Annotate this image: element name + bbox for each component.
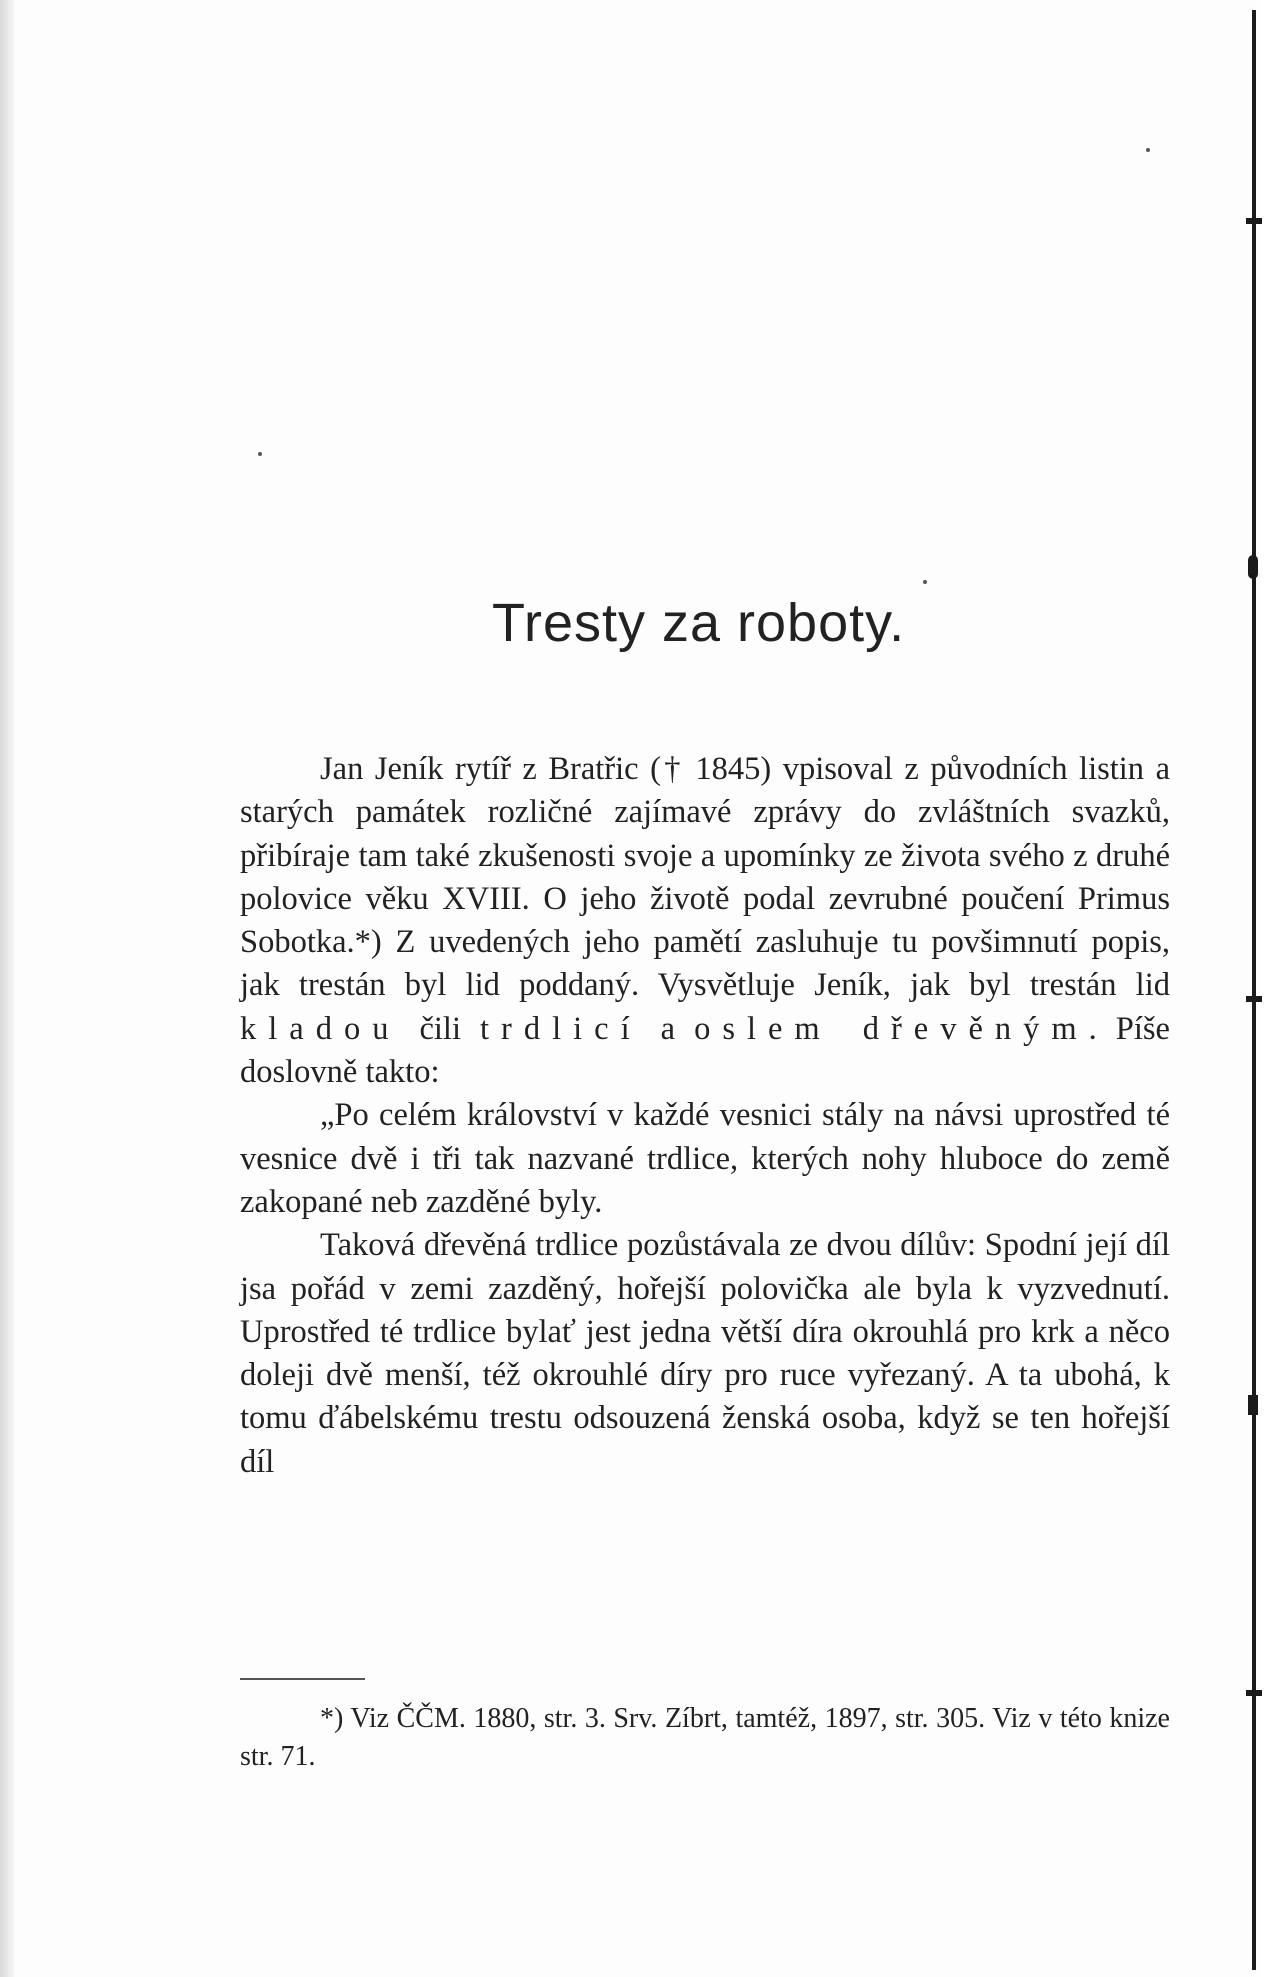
binding-mark bbox=[1248, 1395, 1258, 1415]
emphasized-term: oslem dřevěným bbox=[694, 1010, 1089, 1047]
emphasized-term: kladou bbox=[240, 1010, 401, 1047]
emphasized-term: trdlicí bbox=[480, 1010, 642, 1047]
paragraph-trdlice-description: Taková dřevěná trdlice pozůstávala ze dvou dílův: Spodní její díl jsa pořád v zemi zazděný, hořejší polovička ale byla k vyzvednutí. Uprostřed té trdlice bylať jest jedna větší díra okrouhlá pro krk a něco doleji dvě menší, též okrouhlé díry pro ruce vyřezaný. A ta ubohá, k tomu ďábelskému trestu odsouzená ženská osoba, když se ten hořejší díl bbox=[240, 1227, 1170, 1480]
scan-speck bbox=[923, 580, 927, 584]
binding-mark bbox=[1246, 996, 1262, 1002]
body-text bbox=[240, 748, 1170, 1484]
scan-speck bbox=[1146, 148, 1150, 152]
binding-mark bbox=[1248, 555, 1258, 579]
paragraph-intro bbox=[240, 748, 1170, 1094]
binding-mark bbox=[1246, 1690, 1262, 1696]
footnote: *) Viz ČČM. 1880, str. 3. Srv. Zíbrt, tamtéž, 1897, str. 305. Viz v této knize str. 71. bbox=[240, 1703, 1170, 1772]
binding-mark bbox=[1246, 218, 1262, 224]
text-run: a bbox=[641, 1010, 695, 1047]
binding-edge-line bbox=[1252, 10, 1256, 1970]
scan-right-edge bbox=[1260, 0, 1274, 1977]
text-run: . Píše doslovně takto: bbox=[240, 1010, 1170, 1091]
footnote-divider bbox=[240, 1678, 365, 1680]
footnotes bbox=[240, 1700, 1170, 1776]
chapter-title: Tresty za roboty. bbox=[492, 593, 906, 653]
text-run: Jan Jeník rytíř z Bratřic († 1845) vpisoval z původních listin a starých památek rozličné zajímavé zprávy do zvláštních svazků, přibíraje tam také zkušenosti svoje a upomínky ze života svého z druhé polovice věku XVIII. O jeho životě podal zevrubné poučení Primus Sobotka.*) Z uvedených jeho pamětí zasluhuje tu povšimnutí popis, jak trestán byl lid poddaný. Vysvětluje Jeník, jak byl trestán lid bbox=[240, 751, 1170, 1004]
text-run: čili bbox=[400, 1010, 480, 1047]
scan-speck bbox=[258, 452, 262, 456]
scan-left-edge bbox=[0, 0, 14, 1977]
paragraph-quote-start: „Po celém království v každé vesnici stály na návsi uprostřed té vesnice dvě i tři tak nazvané trdlice, kterých nohy hluboce do země zakopané neb zazděné byly. bbox=[240, 1097, 1170, 1220]
